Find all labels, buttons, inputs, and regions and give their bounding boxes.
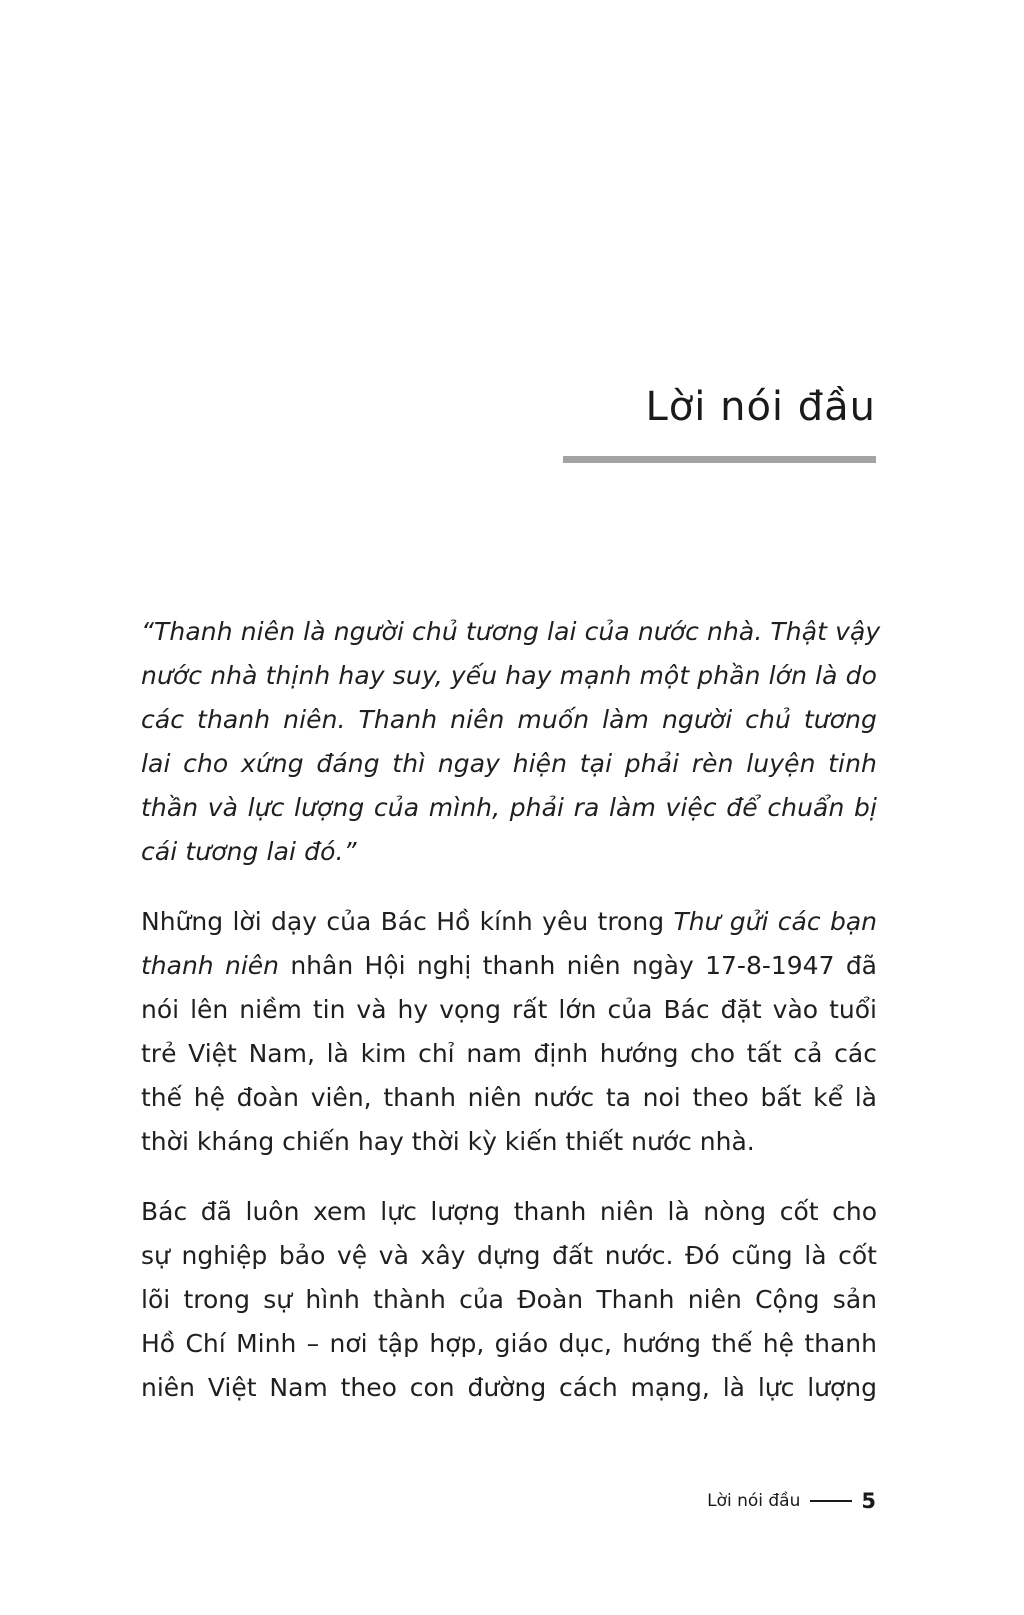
quote-line: “Thanh niên là người chủ tương lai của nước nhà. Thật vậy (141, 617, 881, 646)
quote-block (141, 610, 881, 874)
quote-line: nước nhà thịnh hay suy, yếu hay mạnh một phần lớn là do (141, 661, 877, 690)
quote-line: thần và lực lượng của mình, phải ra làm việc để chuẩn bị (141, 793, 877, 822)
paragraph-2 (141, 1190, 877, 1410)
chapter-title: Lời nói đầu (645, 384, 876, 430)
paragraph-text: Những lời dạy của Bác Hồ kính yêu trong (141, 907, 674, 936)
letter-title-italic: thanh niên (141, 951, 279, 980)
paragraph-line: lõi trong sự hình thành của Đoàn Thanh niên Cộng sản (141, 1285, 877, 1314)
page-number: 5 (861, 1489, 876, 1513)
letter-title-italic: Thư gửi các bạn (673, 907, 877, 936)
paragraph-line (141, 900, 877, 944)
paragraph-line (141, 944, 877, 988)
paragraph-line: Bác đã luôn xem lực lượng thanh niên là nòng cốt cho (141, 1197, 877, 1226)
paragraph-line: niên Việt Nam theo con đường cách mạng, là lực lượng (141, 1373, 877, 1402)
quote-line: cái tương lai đó.” (141, 837, 357, 866)
paragraph-line: nói lên niềm tin và hy vọng rất lớn của Bác đặt vào tuổi (141, 995, 877, 1024)
title-underline (563, 456, 876, 463)
footer-dash (810, 1500, 852, 1502)
quote-line: các thanh niên. Thanh niên muốn làm người chủ tương (141, 705, 877, 734)
quote-line: lai cho xứng đáng thì ngay hiện tại phải rèn luyện tinh (141, 749, 877, 778)
paragraph-line: thời kháng chiến hay thời kỳ kiến thiết nước nhà. (141, 1127, 755, 1156)
paragraph-line: trẻ Việt Nam, là kim chỉ nam định hướng cho tất cả các (141, 1039, 877, 1068)
running-title: Lời nói đầu (707, 1491, 801, 1511)
page-footer (707, 1489, 876, 1513)
paragraph-line: Hồ Chí Minh – nơi tập hợp, giáo dục, hướng thế hệ thanh (141, 1329, 877, 1358)
paragraph-line: sự nghiệp bảo vệ và xây dựng đất nước. Đó cũng là cốt (141, 1241, 877, 1270)
paragraph-text: nhân Hội nghị thanh niên ngày 17-8-1947 đã (279, 951, 878, 980)
paragraph-1 (141, 900, 877, 1164)
body-text (141, 610, 881, 1436)
paragraph-line: thế hệ đoàn viên, thanh niên nước ta noi theo bất kể là (141, 1083, 877, 1112)
